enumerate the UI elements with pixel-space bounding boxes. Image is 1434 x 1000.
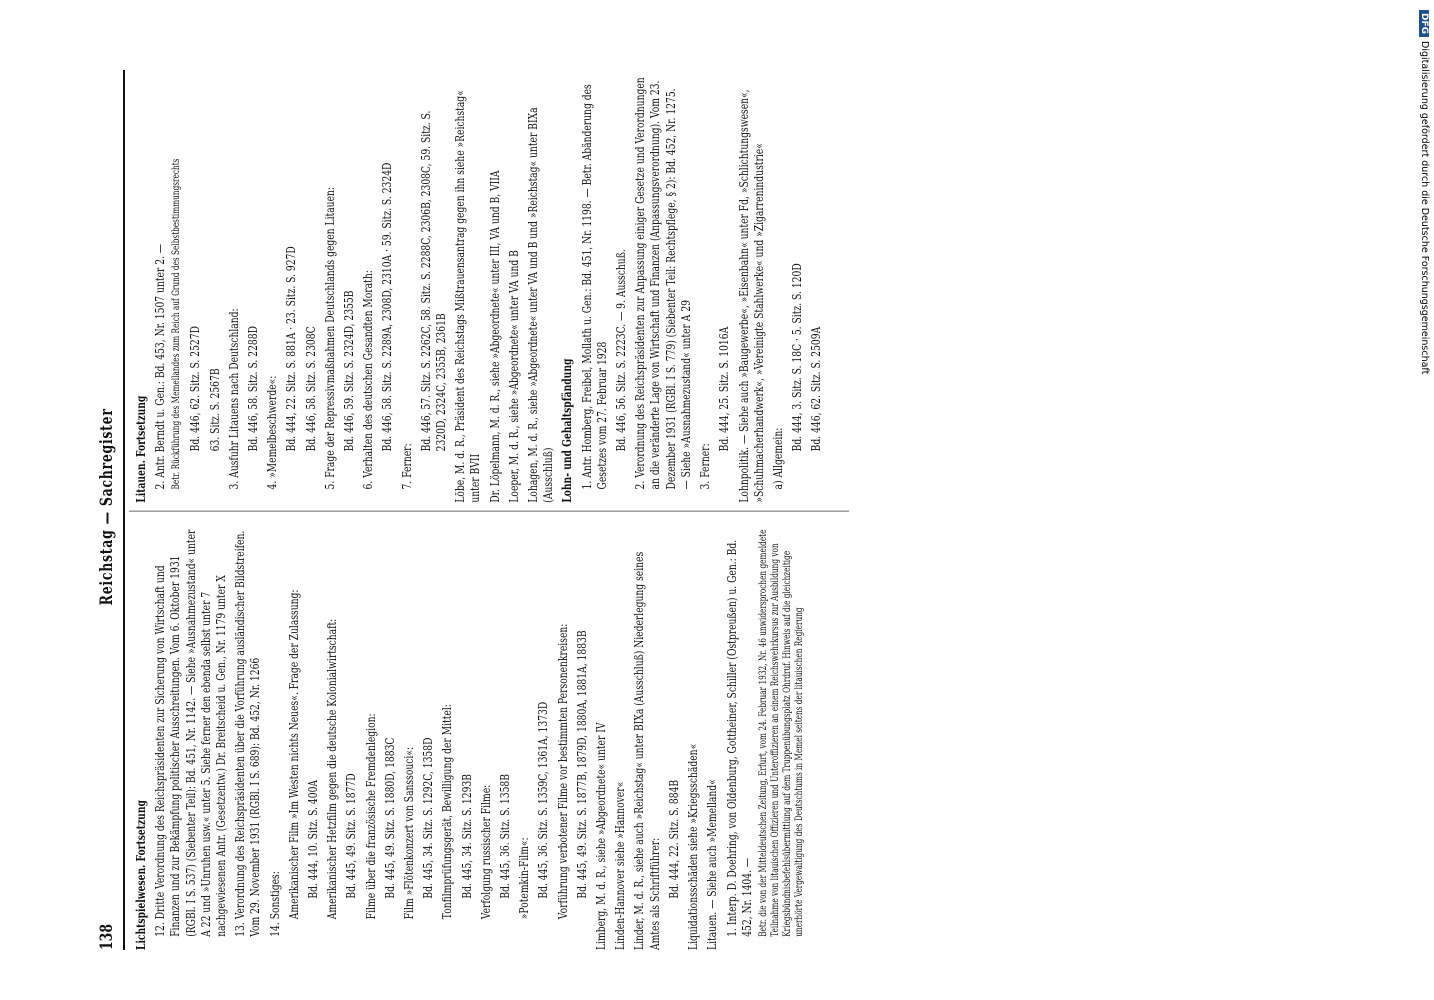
credit-text: Digitalisierung gefördert durch die Deutsche Forschungsgemeinschaft	[1419, 41, 1430, 375]
register-entry: Dr. Löpelmann, M. d. R., siehe »Abgeordnete« unter III, VA und B, VIIA	[486, 170, 502, 503]
register-entry: Loeper, M. d. R., siehe »Abgeordnete« unter VA und B	[505, 250, 521, 503]
register-entry: Lohn- und Gehaltspfändung	[559, 358, 575, 503]
register-entry: Filme über die französische Fremdenlegion:	[362, 713, 378, 920]
register-entry: Verfolgung russischer Filme:	[477, 784, 493, 920]
register-entry: Bd. 446, 58. Sitz. S. 2288D	[245, 326, 261, 452]
register-entry: 7. Ferner:	[398, 443, 414, 490]
register-entry: Bd. 444, 3. Sitz. S. 18C · 5. Sitz. S. 120D	[789, 263, 805, 452]
register-entry: Bd. 445, 49. Sitz. S. 1880D, 1883C	[381, 737, 397, 899]
register-entry: »Potemkin-Film«:	[516, 837, 532, 920]
register-entry: Bd. 446, 62. Sitz. S. 2509A	[808, 326, 824, 452]
rotated-page	[95, 70, 895, 950]
register-entry: Tonfilmprüfungsgerät, Bewilligung der Mittel:	[439, 704, 455, 920]
register-entry: Lohagen, M. d. R., siehe »Abgeordnete« unter VA und B und »Reichstag« unter BIXa (Ausschluß)	[525, 107, 556, 503]
register-entry: Bd. 445, 36. Sitz. S. 1359C, 1361A, 1373D	[535, 701, 551, 899]
register-entry: 2. Antr. Berndt u. Gen.: Bd. 453, Nr. 1507 unter 2. —	[152, 243, 168, 490]
register-entry: Bd. 446, 58. Sitz. S. 2308C	[302, 326, 318, 452]
register-entry: 14. Sonstiges:	[266, 871, 282, 937]
register-entry: Lichtspielwesen. Fortsetzung	[133, 800, 148, 950]
register-entry: 1. Interp. D. Doehring, von Oldenburg, Gottheiner, Schiller (Ostpreußen) u. Gen.: Bd. 452, Nr. 1404. —	[723, 539, 754, 937]
register-entry: 5. Frage der Repressivmaßnahmen Deutschlands gegen Litauen:	[321, 187, 337, 490]
register-entry: Bd. 445, 36. Sitz. S. 1358B	[497, 774, 513, 899]
right-column	[133, 77, 828, 502]
register-entry: Bd. 446, 59. Sitz. S. 2324D, 2355B	[341, 290, 357, 452]
register-entry: Bd. 445, 49. Sitz. S. 1877B, 1879D, 1880A, 1881A, 1883B	[573, 630, 589, 899]
register-entry: Bd. 444, 25. Sitz. S. 1016A	[716, 326, 732, 452]
register-entry: Betr. Rückführung des Memellandes zum Reich auf Grund des Selbstbestimmungsrechts	[171, 158, 183, 490]
register-entry: 1. Antr. Homberg, Freibel, Mollath u. Gen.: Bd. 451, Nr. 1198. — Betr. Abänderung des Gesetzes vom 27. Februar 1928	[578, 84, 609, 490]
register-entry: Film »Flötenkonzert von Sanssouci«:	[401, 746, 417, 920]
register-entry: Litauen. Fortsetzung	[133, 395, 148, 503]
register-entry: Vorführung verbotener Filme vor bestimmten Personenkreisen:	[554, 623, 570, 920]
register-entry: Amerikanischer Hetzfilm gegen die deutsche Kolonialwirtschaft:	[324, 618, 340, 920]
register-entry: 12. Dritte Verordnung des Reichspräsidenten zur Sicherung von Wirtschaft und Finanzen und zur Bekämpfung politischer Ausschreitungen. Vom 6. Oktober 1931 (RGBl. I S. 537) (Siebenter Teil): Bd. 451, Nr. 1142. — Siehe »Ausnahmezustand« unter A 22 und »Unruhen usw.« unter 5. Siehe ferner den ebenda selbst unter 7 nachgewiesenen Antr. (Gesetzentw.) Dr. Breitscheid u. Gen., Nr. 1179 unter X	[152, 529, 229, 937]
page-title: Reichstag — Sachregister	[97, 408, 117, 606]
register-entry: 6. Verhalten des deutschen Gesandten Morath:	[360, 270, 376, 490]
register-entry: 63. Sitz. S. 2567B	[206, 368, 222, 452]
register-entry: Bd. 444, 22. Sitz. S. 881A · 23. Sitz. S. 927D	[283, 246, 299, 452]
page-number: 138	[97, 923, 117, 950]
register-entry: Amerikanischer Film »Im Westen nichts Neues«. Frage der Zulassung:	[285, 589, 301, 920]
register-entry: Löbe, M. d. R., Präsident des Reichstags Mißtrauensantrag gegen ihn siehe »Reichstag« unter BVII	[452, 90, 483, 503]
register-entry: Bd. 444, 22. Sitz. S. 884B	[665, 779, 681, 899]
register-entry: Bd. 446, 58. Sitz. S. 2289A, 2308D, 2310A · 59. Sitz. S. 2324D	[379, 162, 395, 452]
digitization-credit	[1412, 10, 1432, 990]
register-entry: 4. »Memelbeschwerde«:	[264, 375, 280, 490]
register-entry: a) Allgemein:	[769, 427, 785, 490]
column-divider	[129, 511, 849, 512]
register-entry: Bd. 445, 34. Sitz. S. 1293B	[458, 774, 474, 899]
register-entry: Limberg, M. d. R., siehe »Abgeordnete« unter IV	[593, 722, 609, 950]
register-entry: Bd. 445, 34. Sitz. S. 1292C, 1358D	[420, 737, 436, 899]
register-entry: Bd. 446, 62. Sitz. S. 2527D	[187, 326, 203, 452]
register-entry: Bd. 446, 57. Sitz. S. 2262C, 58. Sitz. S. 2288C, 2306B, 2308C, 59. Sitz. S. 2320D, 2324C, 2355B, 2361B	[417, 110, 449, 452]
register-entry: 3. Ferner:	[697, 443, 713, 490]
register-entry: Bd. 446, 56. Sitz. S. 2223C. — 9. Ausschuß.	[613, 249, 629, 452]
register-entry: 2. Verordnung des Reichspräsidenten zur Anpassung einiger Gesetze und Verordnungen an die veränderte Lage von Wirtschaft und Finanzen (Anpassungsverordnung). Vom 23. Dezember 1931 (RGBl. I S. 779) (Siebenter Teil: Rechtspflege, § 2): Bd. 452, Nr. 1275. — Siehe »Ausnahmezustand« unter A 29	[632, 77, 693, 490]
register-entry: 3. Ausfuhr Litauens nach Deutschland:	[225, 308, 241, 490]
register-entry: Linder, M. d. R., siehe auch »Reichstag« unter BIXa (Ausschluß) Niederlegung seines Amtes als Schriftführer:	[631, 551, 662, 950]
page-header	[95, 70, 121, 950]
register-entry: Bd. 445, 49. Sitz. S. 1877D	[343, 773, 359, 899]
left-column	[133, 525, 810, 950]
register-entry: Litauen. — Siehe auch »Memelland«	[704, 779, 720, 950]
register-entry: Lohnpolitik. — Siehe auch »Baugewerbe«, »Eisenbahn« unter Fd, »Schlichtungswesen«, »Schuhmacherhandwerk«, »Vereinigte Stahlwerke« und »Zigarrenindustrie«	[735, 89, 766, 503]
register-entry: Bd. 444, 10. Sitz. S. 400A	[305, 779, 321, 899]
header-rule	[123, 70, 125, 950]
register-entry: Linden-Hannover siehe »Hannover«	[612, 781, 628, 950]
register-entry: 13. Verordnung des Reichspräsidenten über die Vorführung ausländischer Bildstreifen. Vom 29. November 1931 (RGBl. I S. 689): Bd. 452, Nr. 1266	[232, 530, 263, 937]
register-entry: Betr. die von der Mitteldeutschen Zeitung, Erfurt, vom 24. Februar 1932, Nr. 46 unwidersprochen gemeldete Teilnahme von litauischen Offizieren und Unteroffizieren an einem Reichswehrkursus zur Ausbildung von Kriegsbündnisbefehlsübermittlung auf dem Truppenübungsplatz Ohrdruf. Hinweis auf die gleichzeitige unerhörte Vergewaltigung des Deutschtums in Memel seitens der litauischen Regierung	[757, 529, 805, 937]
register-entry: Liquidationsschäden siehe »Kriegsschäden«	[685, 743, 701, 950]
dfg-logo: DFG	[1419, 10, 1429, 37]
